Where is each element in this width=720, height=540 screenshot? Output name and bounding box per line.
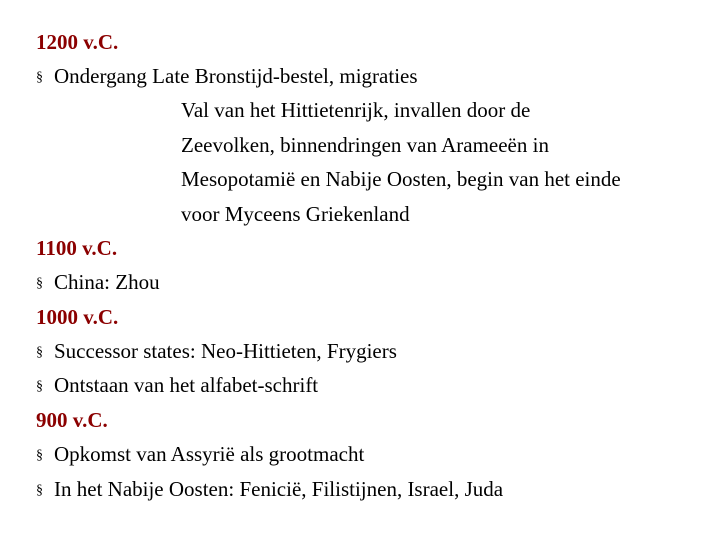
- bullet-text: Ontstaan van het alfabet-schrift: [54, 373, 319, 397]
- continuation-line: Mesopotamië en Nabije Oosten, begin van het einde: [181, 167, 621, 191]
- continuation-line: Zeevolken, binnendringen van Arameeën in: [181, 133, 549, 157]
- year-heading-900: 900 v.C.: [36, 408, 108, 432]
- bullet-text: Opkomst van Assyrië als grootmacht: [54, 442, 365, 466]
- bullet-icon: §: [36, 483, 43, 498]
- bullet-item: [36, 339, 397, 365]
- bullet-text: China: Zhou: [54, 270, 160, 294]
- year-heading-1000: 1000 v.C.: [36, 305, 119, 329]
- bullet-item: [36, 477, 503, 503]
- bullet-item: [36, 270, 160, 296]
- bullet-icon: §: [36, 70, 43, 85]
- bullet-item: [36, 442, 364, 468]
- continuation-line: voor Myceens Griekenland: [181, 202, 410, 226]
- continuation-line: Val van het Hittietenrijk, invallen door de: [181, 98, 531, 122]
- bullet-icon: §: [36, 345, 43, 360]
- bullet-text: Successor states: Neo-Hittieten, Frygiers: [54, 339, 397, 363]
- bullet-icon: §: [36, 276, 43, 291]
- bullet-text: Ondergang Late Bronstijd-bestel, migraties: [54, 64, 418, 88]
- year-heading-1100: 1100 v.C.: [36, 236, 118, 260]
- bullet-item: [36, 64, 418, 90]
- bullet-icon: §: [36, 448, 43, 463]
- bullet-icon: §: [36, 379, 43, 394]
- bullet-item: [36, 373, 318, 399]
- bullet-text: In het Nabije Oosten: Fenicië, Filistijnen, Israel, Juda: [54, 477, 504, 501]
- year-heading-1200: 1200 v.C.: [36, 30, 119, 54]
